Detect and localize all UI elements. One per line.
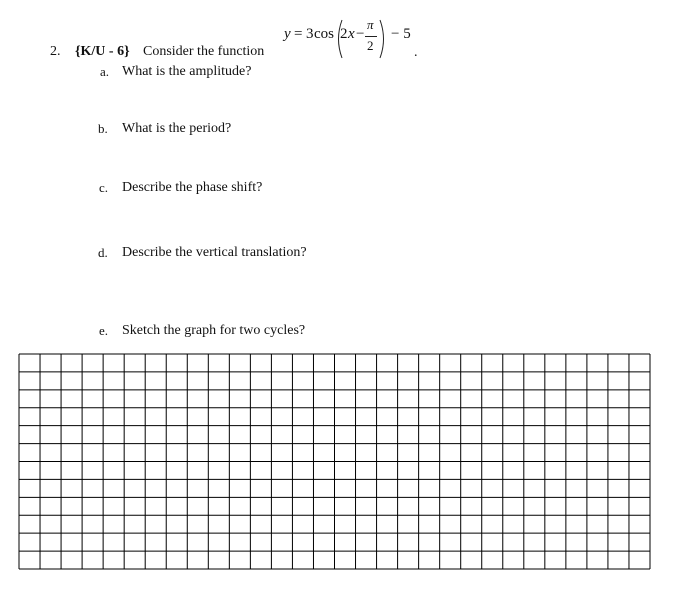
part-a-letter: a. bbox=[100, 64, 110, 79]
question-number: 2. bbox=[50, 44, 61, 59]
trailing-period: . bbox=[414, 45, 418, 60]
equation-cos: cos bbox=[314, 26, 334, 42]
question-prompt: Consider the function bbox=[143, 44, 265, 59]
equation-fraction-bar bbox=[365, 36, 377, 37]
part-d-letter: d. bbox=[98, 245, 108, 260]
equation-inner-coef: 2 bbox=[340, 26, 348, 42]
equation-minus: − bbox=[356, 26, 365, 42]
function-equation bbox=[270, 17, 420, 63]
equation-fraction-denominator: 2 bbox=[367, 38, 374, 53]
part-d-text: Describe the vertical translation? bbox=[122, 245, 307, 260]
part-c-letter: c. bbox=[99, 180, 109, 195]
part-e-letter: e. bbox=[99, 323, 109, 338]
equation-fraction-numerator: π bbox=[367, 17, 374, 32]
equation-equals: = bbox=[294, 26, 303, 42]
part-c-text: Describe the phase shift? bbox=[122, 180, 263, 195]
equation-inner-var: x bbox=[348, 26, 355, 42]
graph-grid[interactable] bbox=[18, 353, 652, 571]
question-tag: {K/U - 6} bbox=[75, 44, 130, 59]
part-b-letter: b. bbox=[98, 121, 108, 136]
equation-lhs: y bbox=[284, 26, 291, 42]
equation-vertical-shift: − 5 bbox=[391, 26, 411, 42]
part-b-text: What is the period? bbox=[122, 121, 232, 136]
part-a-text: What is the amplitude? bbox=[122, 64, 252, 79]
equation-amplitude: 3 bbox=[306, 26, 314, 42]
part-e-text: Sketch the graph for two cycles? bbox=[122, 323, 306, 338]
equation-paren-right-icon bbox=[378, 19, 388, 59]
